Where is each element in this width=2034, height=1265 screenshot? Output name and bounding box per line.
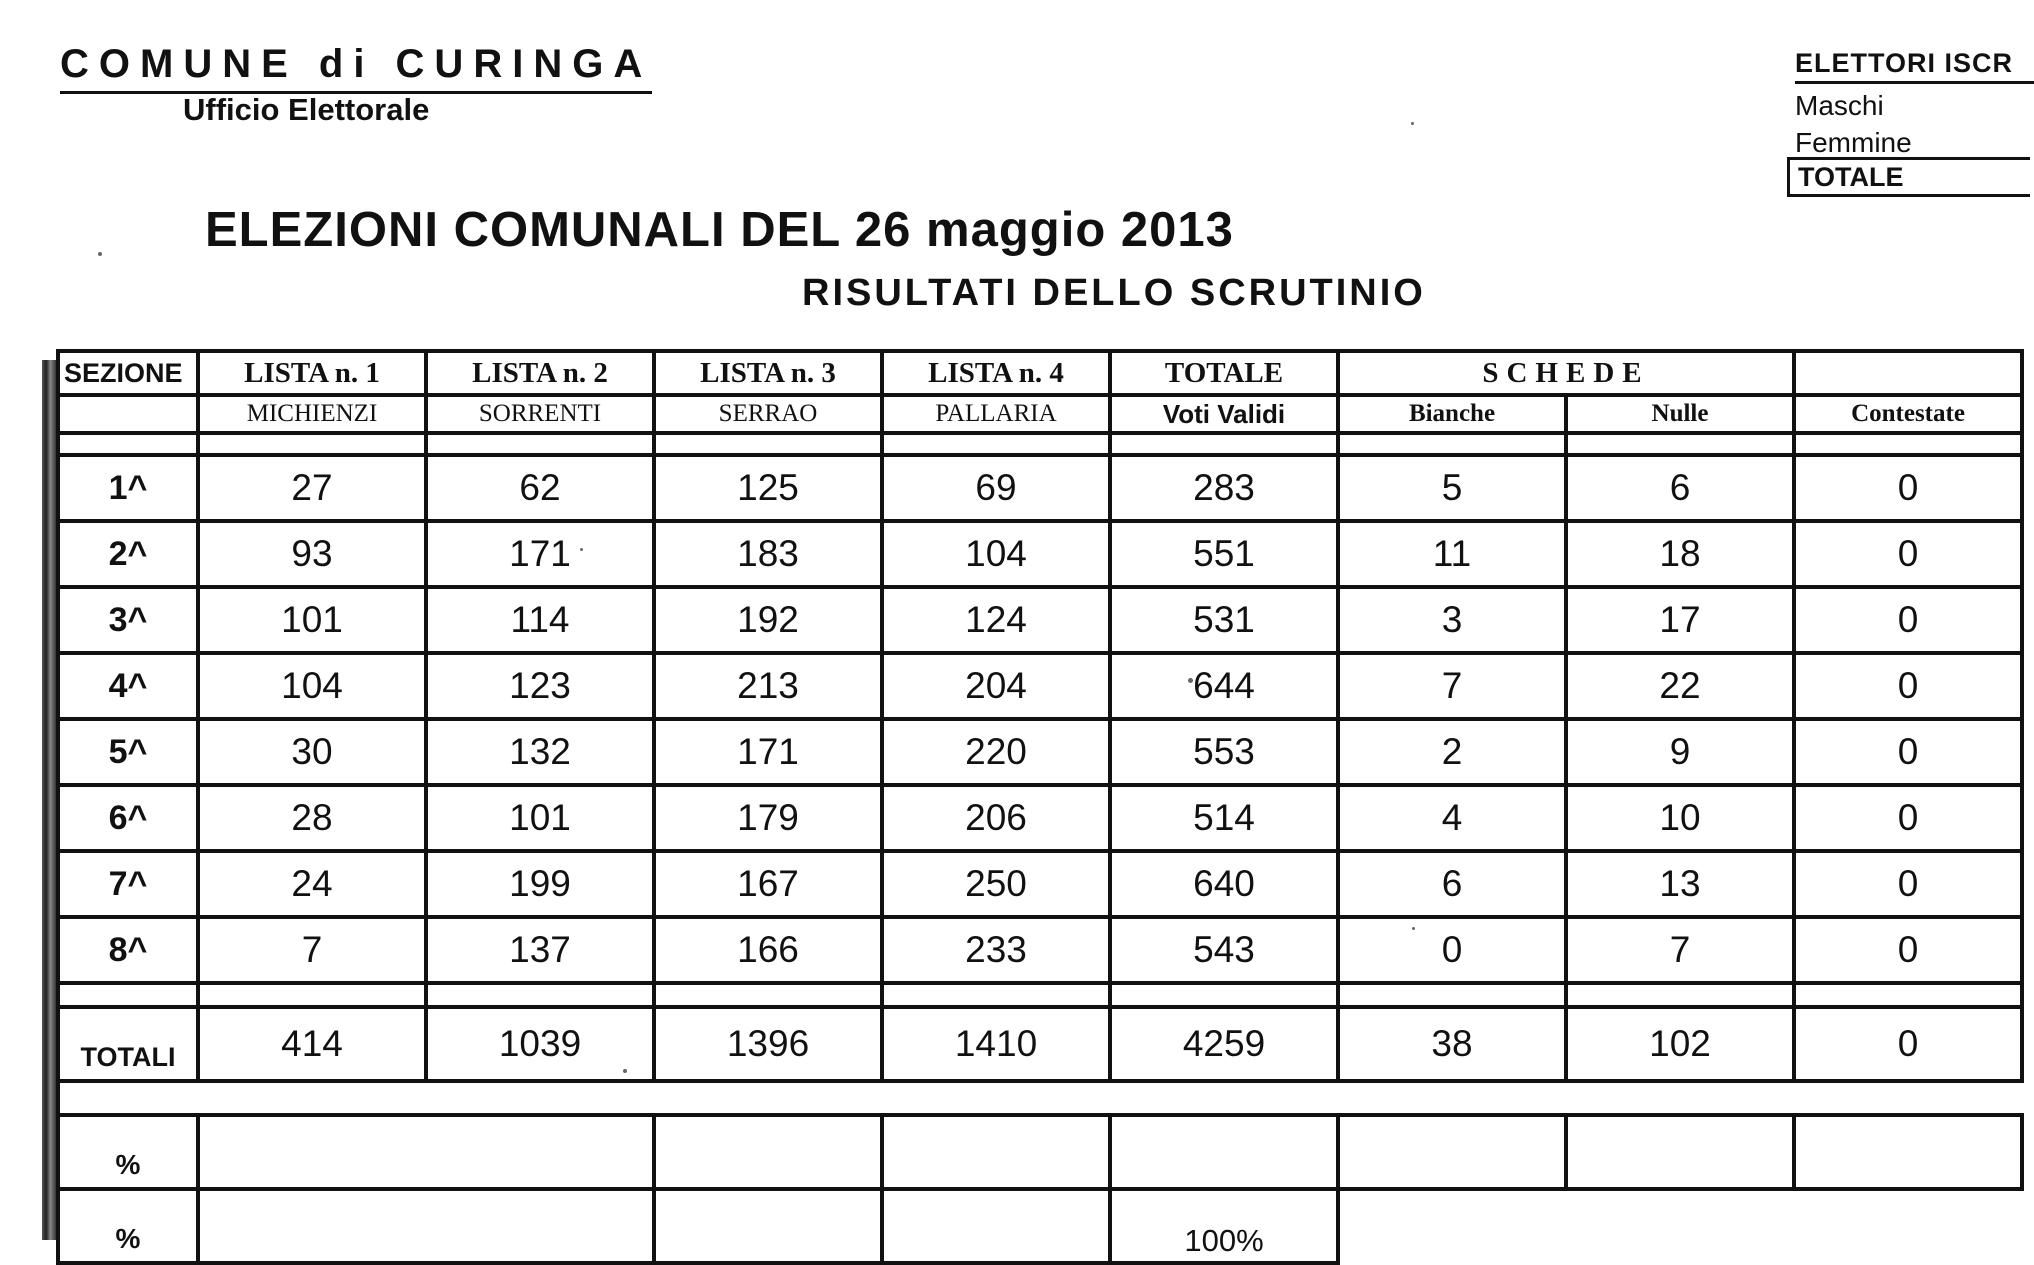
sezione-cell: 7^ <box>58 851 198 917</box>
header-row-2 <box>58 395 2022 433</box>
totali-totale: 4259 <box>1110 1007 1338 1081</box>
sezione-cell: 2^ <box>58 521 198 587</box>
percent-cell <box>654 1189 882 1263</box>
nulle-cell: 17 <box>1566 587 1794 653</box>
header-lista-3-name: SERRAO <box>654 395 882 433</box>
table-row <box>58 521 2022 587</box>
totali-lista-2: 1039 <box>426 1007 654 1081</box>
lista-4-cell: 204 <box>882 653 1110 719</box>
empty-cell <box>882 983 1110 1007</box>
header-schede: SCHEDE <box>1338 351 1794 395</box>
bianche-cell: 5 <box>1338 455 1566 521</box>
spacer-cell <box>1566 433 1794 455</box>
lista-4-cell: 104 <box>882 521 1110 587</box>
header-lista-2-name: SORRENTI <box>426 395 654 433</box>
bianche-cell: 11 <box>1338 521 1566 587</box>
totale-cell: 640 <box>1110 851 1338 917</box>
lista-4-cell: 233 <box>882 917 1110 983</box>
bianche-cell: 6 <box>1338 851 1566 917</box>
totali-lista-1: 414 <box>198 1007 426 1081</box>
scan-speck <box>1412 927 1415 930</box>
lista-2-cell: 199 <box>426 851 654 917</box>
spacer-cell <box>58 433 198 455</box>
totali-lista-4: 1410 <box>882 1007 1110 1081</box>
totali-bianche: 38 <box>1338 1007 1566 1081</box>
empty-cell <box>1338 983 1566 1007</box>
totale-cell: 531 <box>1110 587 1338 653</box>
lista-4-cell: 69 <box>882 455 1110 521</box>
sezione-cell: 5^ <box>58 719 198 785</box>
lista-1-cell: 28 <box>198 785 426 851</box>
header-nulle: Nulle <box>1566 395 1794 433</box>
scan-speck <box>580 548 583 551</box>
nulle-cell: 10 <box>1566 785 1794 851</box>
contestate-cell: 0 <box>1794 719 2022 785</box>
lista-1-cell: 27 <box>198 455 426 521</box>
page-title: ELEZIONI COMUNALI DEL 26 maggio 2013 <box>205 203 1234 257</box>
bianche-cell: 4 <box>1338 785 1566 851</box>
bianche-cell: 3 <box>1338 587 1566 653</box>
header-lista-4: LISTA n. 4 <box>882 351 1110 395</box>
lista-3-cell: 213 <box>654 653 882 719</box>
elettori-totale-label: TOTALE <box>1787 157 2030 197</box>
percent-cell <box>882 1189 1110 1263</box>
bianche-cell: 0 <box>1338 917 1566 983</box>
totale-cell: 543 <box>1110 917 1338 983</box>
percent-cell <box>198 1115 654 1189</box>
spacer-cell <box>654 433 882 455</box>
lista-4-cell: 250 <box>882 851 1110 917</box>
percent-cell <box>1110 1115 1338 1189</box>
header-voti-validi: Voti Validi <box>1110 395 1338 433</box>
empty-cell <box>1566 983 1794 1007</box>
lista-1-cell: 30 <box>198 719 426 785</box>
totale-cell: 551 <box>1110 521 1338 587</box>
scan-speck <box>623 1069 627 1073</box>
contestate-cell: 0 <box>1794 785 2022 851</box>
comune-title: COMUNE di CURINGA <box>60 42 652 94</box>
sezione-cell: 3^ <box>58 587 198 653</box>
lista-1-cell: 104 <box>198 653 426 719</box>
empty-cell <box>1794 983 2022 1007</box>
header-lista-4-name: PALLARIA <box>882 395 1110 433</box>
percent-label-2: % <box>58 1189 198 1263</box>
totali-lista-3: 1396 <box>654 1007 882 1081</box>
empty-row <box>58 983 2022 1007</box>
lista-1-cell: 7 <box>198 917 426 983</box>
elettori-femmine-label: Femmine <box>1795 127 1912 158</box>
lista-2-cell: 132 <box>426 719 654 785</box>
bianche-cell: 7 <box>1338 653 1566 719</box>
scan-speck <box>1411 122 1414 125</box>
lista-2-cell: 123 <box>426 653 654 719</box>
spacer-cell <box>1794 433 2022 455</box>
lista-3-cell: 183 <box>654 521 882 587</box>
contestate-cell: 0 <box>1794 851 2022 917</box>
lista-3-cell: 125 <box>654 455 882 521</box>
percent-cell <box>882 1115 1110 1189</box>
spacer-cell <box>1338 433 1566 455</box>
empty-cell <box>1110 983 1338 1007</box>
lista-3-cell: 167 <box>654 851 882 917</box>
totale-cell: 514 <box>1110 785 1338 851</box>
lista-1-cell: 24 <box>198 851 426 917</box>
lista-2-cell: 171 <box>426 521 654 587</box>
lista-3-cell: 166 <box>654 917 882 983</box>
header-blank <box>1794 351 2022 395</box>
lista-2-cell: 114 <box>426 587 654 653</box>
header-lista-2: LISTA n. 2 <box>426 351 654 395</box>
header-contestate: Contestate <box>1794 395 2022 433</box>
empty-cell <box>58 983 198 1007</box>
header-bianche: Bianche <box>1338 395 1566 433</box>
sezione-cell: 8^ <box>58 917 198 983</box>
header-sezione: SEZIONE <box>58 351 198 395</box>
nulle-cell: 9 <box>1566 719 1794 785</box>
empty-cell <box>654 983 882 1007</box>
lista-3-cell: 192 <box>654 587 882 653</box>
contestate-cell: 0 <box>1794 917 2022 983</box>
scan-margin-bar <box>42 360 56 1240</box>
nulle-cell: 13 <box>1566 851 1794 917</box>
table-row <box>58 917 2022 983</box>
elettori-maschi-label: Maschi <box>1795 90 1884 121</box>
gap-cell <box>58 1081 2022 1115</box>
percent-cell <box>1566 1115 1794 1189</box>
sezione-cell: 4^ <box>58 653 198 719</box>
totali-row <box>58 1007 2022 1081</box>
lista-1-cell: 93 <box>198 521 426 587</box>
contestate-cell: 0 <box>1794 653 2022 719</box>
percent-cell <box>654 1115 882 1189</box>
totali-nulle: 102 <box>1566 1007 1794 1081</box>
table-row <box>58 587 2022 653</box>
totale-cell: 553 <box>1110 719 1338 785</box>
lista-2-cell: 137 <box>426 917 654 983</box>
results-table <box>56 349 2024 1265</box>
totali-contestate: 0 <box>1794 1007 2022 1081</box>
totale-cell: 644 <box>1110 653 1338 719</box>
table-row <box>58 719 2022 785</box>
lista-2-cell: 101 <box>426 785 654 851</box>
lista-4-cell: 206 <box>882 785 1110 851</box>
percent-cell <box>1338 1115 1566 1189</box>
lista-3-cell: 179 <box>654 785 882 851</box>
elettori-title: ELETTORI ISCR <box>1795 48 2034 84</box>
lista-2-cell: 62 <box>426 455 654 521</box>
table-row <box>58 785 2022 851</box>
table-row <box>58 455 2022 521</box>
scan-speck <box>1188 678 1193 683</box>
nulle-cell: 18 <box>1566 521 1794 587</box>
nulle-cell: 7 <box>1566 917 1794 983</box>
lista-3-cell: 171 <box>654 719 882 785</box>
scan-speck <box>98 252 102 256</box>
gap-row <box>58 1081 2022 1115</box>
percent-cell <box>198 1189 654 1263</box>
totali-label: TOTALI <box>58 1007 198 1081</box>
spacer-cell <box>198 433 426 455</box>
percent-totale: 100% <box>1110 1189 1338 1263</box>
contestate-cell: 0 <box>1794 521 2022 587</box>
nulle-cell: 6 <box>1566 455 1794 521</box>
header-lista-1-name: MICHIENZI <box>198 395 426 433</box>
header-lista-1: LISTA n. 1 <box>198 351 426 395</box>
table-row <box>58 851 2022 917</box>
header-totale: TOTALE <box>1110 351 1338 395</box>
spacer-cell <box>1110 433 1338 455</box>
header-row-1 <box>58 351 2022 395</box>
table-row <box>58 653 2022 719</box>
lista-1-cell: 101 <box>198 587 426 653</box>
spacer-row <box>58 433 2022 455</box>
lista-4-cell: 220 <box>882 719 1110 785</box>
contestate-cell: 0 <box>1794 455 2022 521</box>
bianche-cell: 2 <box>1338 719 1566 785</box>
sezione-cell: 6^ <box>58 785 198 851</box>
ufficio-subtitle: Ufficio Elettorale <box>183 92 430 127</box>
totale-cell: 283 <box>1110 455 1338 521</box>
header-sezione-blank <box>58 395 198 433</box>
lista-4-cell: 124 <box>882 587 1110 653</box>
percent-empty <box>1566 1189 1794 1263</box>
spacer-cell <box>882 433 1110 455</box>
spacer-cell <box>426 433 654 455</box>
percent-empty <box>1338 1189 1566 1263</box>
percent-row-2 <box>58 1189 2022 1263</box>
contestate-cell: 0 <box>1794 587 2022 653</box>
percent-cell <box>1794 1115 2022 1189</box>
sezione-cell: 1^ <box>58 455 198 521</box>
percent-row-1 <box>58 1115 2022 1189</box>
empty-cell <box>198 983 426 1007</box>
percent-label-1: % <box>58 1115 198 1189</box>
page-subtitle: RISULTATI DELLO SCRUTINIO <box>802 272 1426 314</box>
nulle-cell: 22 <box>1566 653 1794 719</box>
empty-cell <box>426 983 654 1007</box>
percent-empty <box>1794 1189 2022 1263</box>
header-lista-3: LISTA n. 3 <box>654 351 882 395</box>
